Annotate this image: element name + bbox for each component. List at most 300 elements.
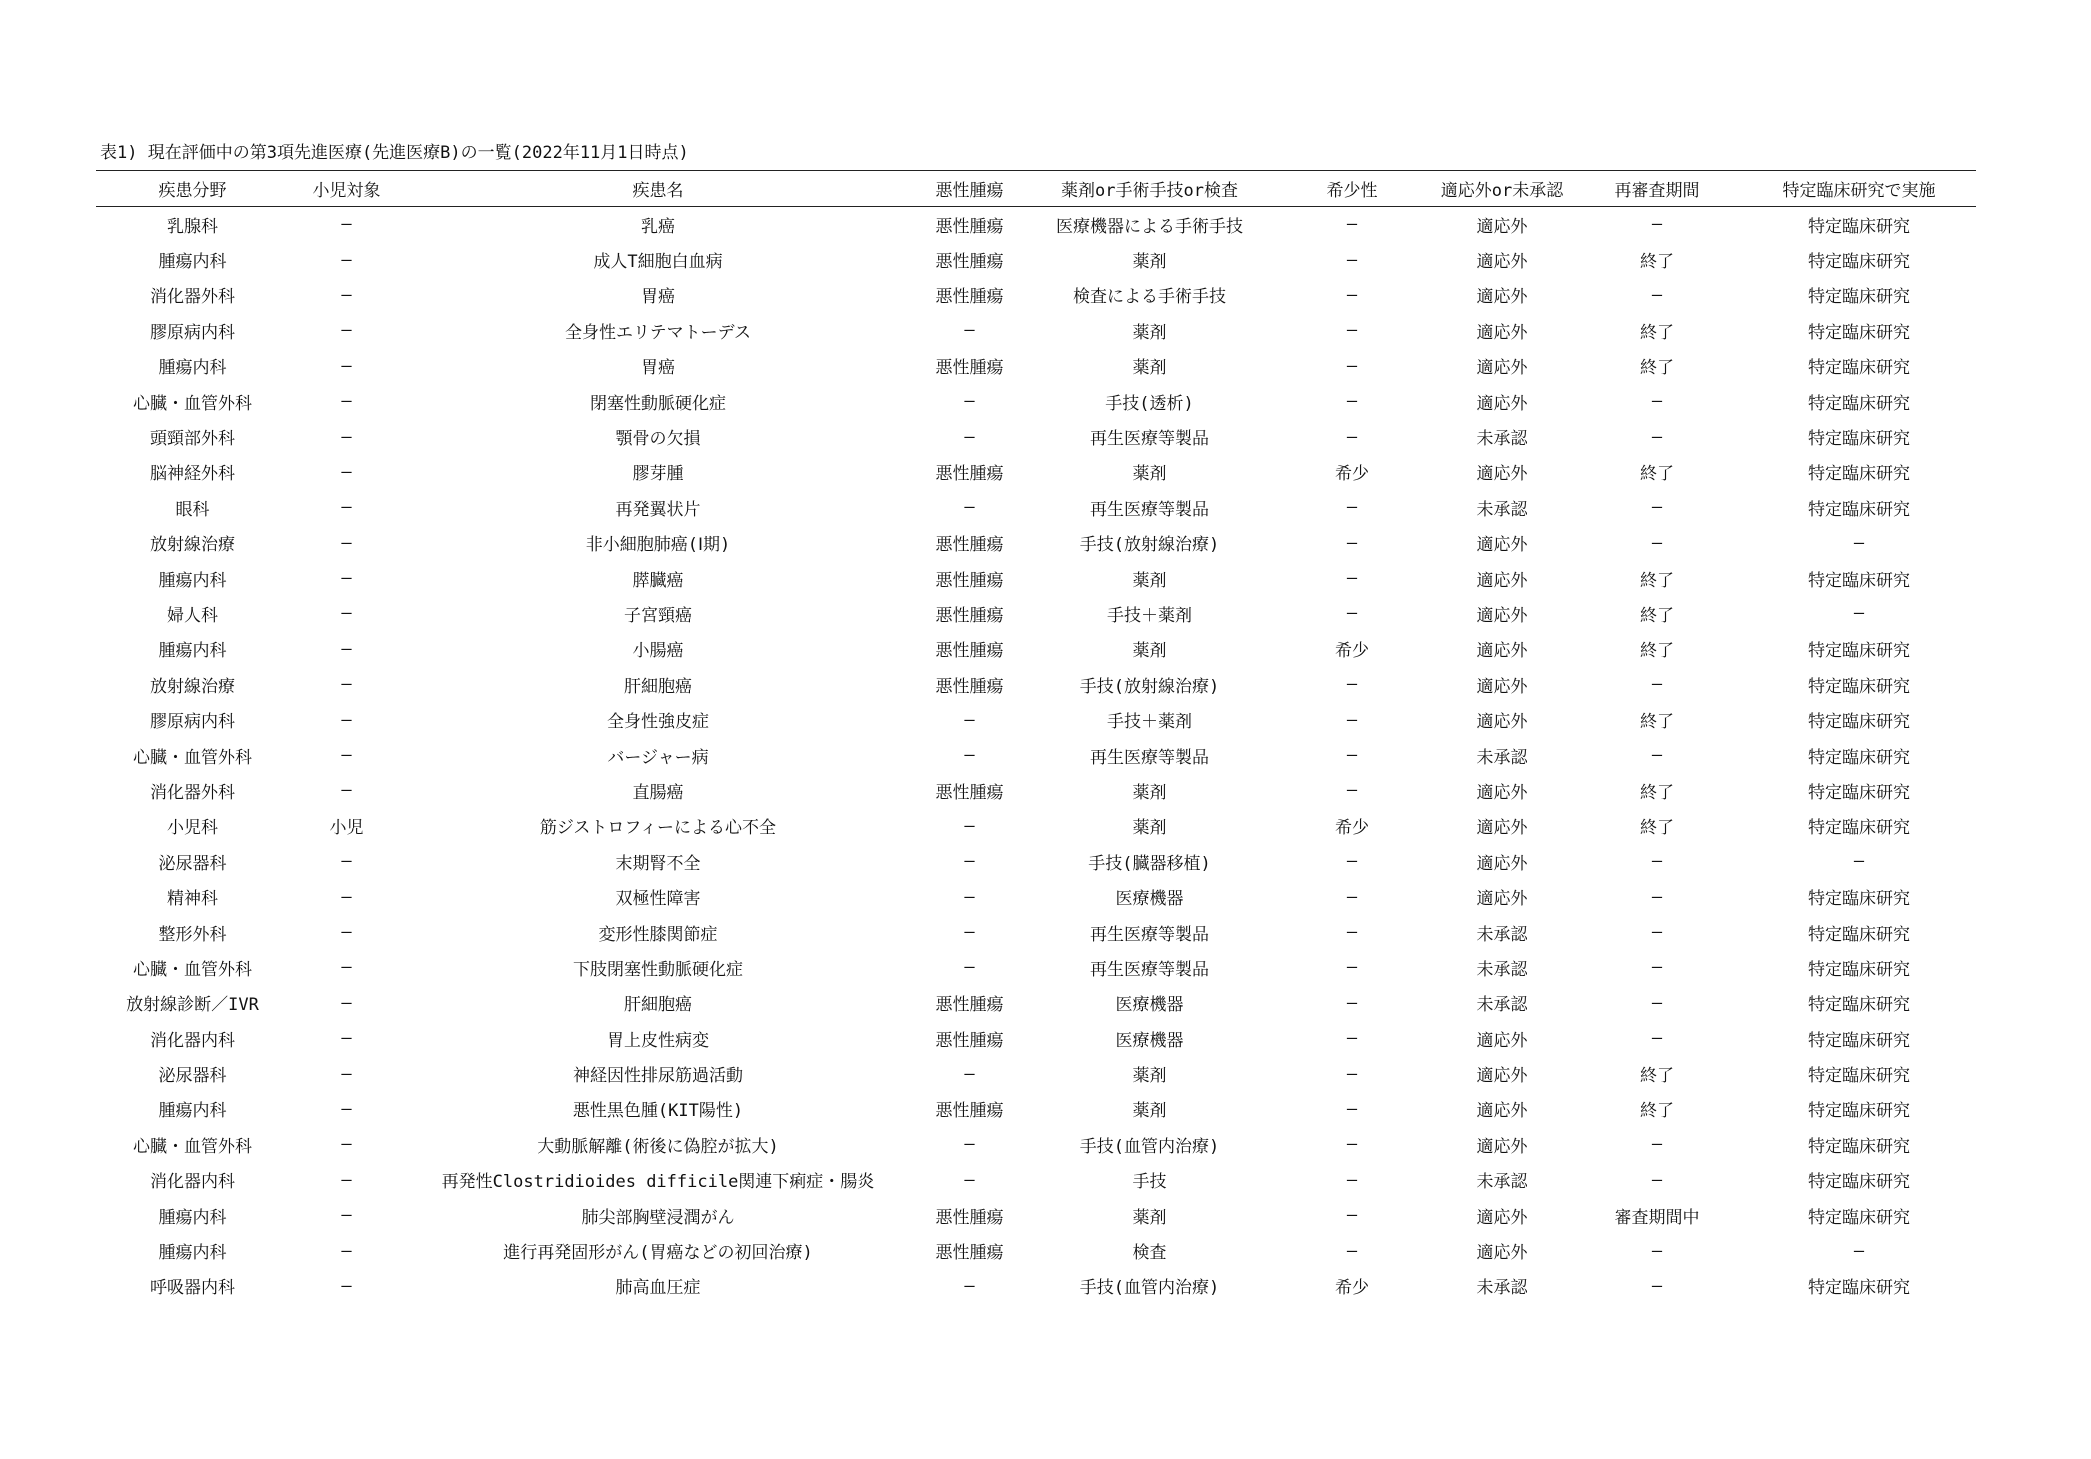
cell-malignant: — — [964, 709, 975, 730]
cell-approval: 適応外 — [1476, 1030, 1528, 1051]
cell-rarity: 希少 — [1335, 641, 1369, 662]
cell-approval: 適応外 — [1476, 712, 1528, 733]
cell-method: 再生医療等製品 — [1090, 429, 1209, 450]
header-row — [96, 171, 1976, 207]
cell-reexamination: — — [1651, 426, 1663, 447]
cell-specified-clinical: 特定臨床研究 — [1808, 1030, 1910, 1051]
cell-specified-clinical: — — [1853, 532, 1865, 553]
cell-disease-name: 再発性Clostridioides difficile関連下痢症・腸炎 — [441, 1172, 875, 1193]
table-row — [96, 560, 1976, 595]
cell-disease-name: 胃癌 — [641, 287, 675, 308]
cell-method: 薬剤 — [1132, 641, 1167, 662]
cell-disease-name: 全身性強皮症 — [607, 712, 709, 733]
cell-disease-name: 変形性膝関節症 — [598, 924, 718, 945]
cell-specified-clinical: 特定臨床研究 — [1808, 252, 1910, 273]
cell-method: 手技(臓器移植) — [1088, 853, 1211, 874]
cell-approval: 適応外 — [1476, 1243, 1528, 1264]
cell-reexamination: 終了 — [1640, 570, 1674, 591]
cell-disease-name: 肺尖部胸壁浸潤がん — [581, 1207, 735, 1228]
cell-pediatric: — — [341, 391, 352, 412]
cell-disease-field: 消化器外科 — [150, 287, 235, 308]
cell-specified-clinical: 特定臨床研究 — [1808, 712, 1910, 733]
cell-disease-name: 胃上皮性病変 — [607, 1030, 709, 1051]
cell-reexamination: 終了 — [1640, 641, 1674, 662]
table-row — [96, 1127, 1976, 1162]
cell-method: 検査による手術手技 — [1073, 287, 1226, 308]
table-row — [96, 1162, 1976, 1197]
cell-specified-clinical: 特定臨床研究 — [1808, 747, 1910, 768]
cell-method: 薬剤 — [1132, 782, 1167, 803]
table-row — [96, 1091, 1976, 1126]
cell-disease-field: 脳神経外科 — [150, 464, 235, 485]
cell-approval: 適応外 — [1476, 782, 1528, 803]
cell-rarity: — — [1346, 284, 1358, 305]
cell-specified-clinical: 特定臨床研究 — [1808, 393, 1910, 414]
cell-rarity: — — [1346, 957, 1358, 978]
cell-disease-name: バージャー病 — [607, 747, 709, 768]
cell-specified-clinical: 特定臨床研究 — [1808, 358, 1910, 379]
cell-disease-name: 進行再発固形がん(胃癌などの初回治療) — [503, 1243, 813, 1264]
cell-rarity: — — [1346, 674, 1358, 695]
cell-specified-clinical: 特定臨床研究 — [1808, 499, 1910, 520]
cell-pediatric: — — [341, 603, 352, 624]
cell-approval: 適応外 — [1476, 676, 1528, 697]
cell-rarity: — — [1346, 1063, 1358, 1084]
column-header-method: 薬剤or手術手技or検査 — [1027, 171, 1272, 207]
cell-rarity: 希少 — [1335, 818, 1369, 839]
cell-malignant: 悪性腫瘍 — [935, 287, 1004, 308]
cell-disease-name: 乳癌 — [641, 216, 675, 237]
cell-specified-clinical: 特定臨床研究 — [1808, 216, 1910, 237]
table-row — [96, 207, 1976, 242]
cell-disease-field: 婦人科 — [167, 605, 218, 626]
cell-disease-field: 心臓・血管外科 — [133, 959, 252, 980]
cell-disease-field: 腫瘍内科 — [158, 641, 227, 662]
cell-pediatric: — — [341, 320, 352, 341]
cell-method: 薬剤 — [1132, 570, 1167, 591]
cell-approval: 適応外 — [1476, 535, 1528, 556]
cell-disease-field: 腫瘍内科 — [158, 1243, 227, 1264]
cell-approval: 未承認 — [1476, 924, 1528, 945]
cell-approval: 適応外 — [1476, 605, 1528, 626]
cell-rarity: — — [1346, 603, 1358, 624]
cell-specified-clinical: 特定臨床研究 — [1808, 959, 1910, 980]
cell-reexamination: — — [1651, 214, 1663, 235]
cell-specified-clinical: 特定臨床研究 — [1808, 1172, 1910, 1193]
cell-disease-field: 腫瘍内科 — [158, 1207, 227, 1228]
cell-specified-clinical: 特定臨床研究 — [1808, 818, 1910, 839]
cell-rarity: — — [1346, 214, 1358, 235]
cell-malignant: 悪性腫瘍 — [935, 464, 1004, 485]
cell-approval: 適応外 — [1476, 393, 1528, 414]
cell-disease-field: 放射線診断／IVR — [126, 995, 259, 1016]
cell-approval: 適応外 — [1476, 641, 1528, 662]
cell-malignant: 悪性腫瘍 — [935, 216, 1004, 237]
cell-rarity: — — [1346, 886, 1358, 907]
cell-specified-clinical: 特定臨床研究 — [1808, 995, 1910, 1016]
column-header-reexamination: 再審査期間 — [1572, 171, 1742, 207]
cell-disease-field: 消化器内科 — [150, 1172, 235, 1193]
cell-malignant: — — [964, 922, 975, 942]
cell-malignant: — — [964, 957, 975, 978]
cell-specified-clinical: 特定臨床研究 — [1808, 1278, 1910, 1299]
table-row — [96, 914, 1976, 949]
cell-malignant: — — [964, 497, 975, 518]
cell-reexamination: — — [1651, 922, 1663, 942]
cell-reexamination: — — [1651, 674, 1663, 695]
cell-specified-clinical: 特定臨床研究 — [1808, 1136, 1910, 1157]
cell-rarity: — — [1346, 1205, 1358, 1226]
cell-specified-clinical: 特定臨床研究 — [1808, 782, 1910, 803]
cell-method: 手技(透析) — [1105, 393, 1194, 414]
cell-method: 薬剤 — [1132, 1207, 1167, 1228]
cell-specified-clinical: 特定臨床研究 — [1808, 1066, 1910, 1087]
cell-malignant: — — [964, 815, 975, 836]
cell-rarity: — — [1346, 992, 1358, 1013]
cell-specified-clinical: 特定臨床研究 — [1808, 1101, 1910, 1122]
cell-malignant: — — [964, 320, 975, 341]
cell-malignant: 悪性腫瘍 — [935, 358, 1004, 379]
cell-pediatric: — — [341, 638, 352, 659]
cell-method: 再生医療等製品 — [1090, 499, 1209, 520]
cell-reexamination: — — [1651, 957, 1663, 978]
cell-pediatric: — — [341, 214, 352, 235]
column-header-pediatric: 小児対象 — [289, 171, 404, 207]
cell-method: 薬剤 — [1132, 1066, 1167, 1087]
cell-malignant: 悪性腫瘍 — [935, 1101, 1004, 1122]
cell-approval: 未承認 — [1476, 747, 1528, 768]
cell-disease-field: 心臓・血管外科 — [133, 747, 252, 768]
cell-disease-name: 末期腎不全 — [615, 853, 701, 874]
cell-disease-field: 腫瘍内科 — [158, 570, 227, 591]
cell-specified-clinical: 特定臨床研究 — [1808, 889, 1910, 910]
cell-approval: 未承認 — [1476, 995, 1528, 1016]
cell-disease-name: 肝細胞癌 — [624, 995, 692, 1016]
table-row — [96, 1020, 1976, 1055]
cell-pediatric: 小児 — [329, 818, 364, 839]
cell-pediatric: — — [341, 1098, 352, 1119]
cell-disease-name: 閉塞性動脈硬化症 — [590, 393, 726, 414]
cell-specified-clinical: — — [1853, 1240, 1865, 1261]
cell-approval: 未承認 — [1476, 429, 1528, 450]
cell-rarity: — — [1346, 780, 1358, 801]
cell-reexamination: — — [1651, 745, 1663, 766]
cell-pediatric: — — [341, 426, 352, 447]
cell-rarity: — — [1346, 568, 1358, 589]
cell-pediatric: — — [341, 497, 352, 518]
cell-disease-field: 頭頸部外科 — [150, 429, 235, 450]
cell-specified-clinical: 特定臨床研究 — [1808, 641, 1910, 662]
cell-pediatric: — — [341, 851, 352, 872]
cell-pediatric: — — [341, 249, 352, 270]
cell-disease-name: 下肢閉塞性動脈硬化症 — [573, 959, 743, 980]
cell-pediatric: — — [341, 709, 352, 730]
table-row — [96, 348, 1976, 383]
table-caption: 表1) 現在評価中の第3項先進医療(先進医療B)の一覧(2022年11月1日時点) — [100, 143, 689, 163]
cell-malignant: 悪性腫瘍 — [935, 570, 1004, 591]
cell-approval: 未承認 — [1476, 1172, 1528, 1193]
table-row — [96, 1233, 1976, 1268]
table-row — [96, 1268, 1976, 1303]
cell-method: 手技(放射線治療) — [1079, 676, 1220, 697]
cell-rarity: — — [1346, 1028, 1358, 1049]
cell-approval: 適応外 — [1476, 464, 1528, 485]
cell-malignant: 悪性腫瘍 — [935, 1207, 1004, 1228]
cell-specified-clinical: 特定臨床研究 — [1808, 464, 1910, 485]
cell-pediatric: — — [341, 1134, 352, 1155]
cell-approval: 適応外 — [1476, 818, 1528, 839]
cell-disease-field: 眼科 — [175, 499, 210, 520]
cell-pediatric: — — [341, 461, 352, 482]
cell-specified-clinical: 特定臨床研究 — [1808, 1207, 1910, 1228]
table-row — [96, 596, 1976, 631]
cell-method: 薬剤 — [1132, 252, 1167, 273]
cell-approval: 適応外 — [1476, 216, 1528, 237]
cell-disease-name: 神経因性排尿筋過活動 — [573, 1066, 743, 1087]
cell-disease-name: 悪性黒色腫(KIT陽性) — [572, 1101, 744, 1122]
cell-approval: 適応外 — [1476, 889, 1528, 910]
table-row — [96, 844, 1976, 879]
cell-pediatric: — — [341, 957, 352, 978]
cell-rarity: 希少 — [1335, 1278, 1369, 1299]
cell-approval: 適応外 — [1476, 287, 1528, 308]
table-row — [96, 1056, 1976, 1091]
cell-disease-field: 整形外科 — [158, 924, 227, 945]
cell-specified-clinical: 特定臨床研究 — [1808, 924, 1910, 945]
cell-pediatric: — — [341, 992, 352, 1013]
cell-rarity: — — [1346, 709, 1358, 730]
cell-reexamination: — — [1651, 497, 1663, 518]
table-row — [96, 631, 1976, 666]
cell-reexamination: 終了 — [1640, 1101, 1674, 1122]
cell-disease-field: 呼吸器内科 — [150, 1278, 235, 1299]
cell-reexamination: 終了 — [1640, 605, 1674, 626]
cell-approval: 適応外 — [1476, 252, 1528, 273]
cell-malignant: — — [964, 886, 975, 907]
cell-disease-name: 膵臓癌 — [632, 570, 684, 591]
cell-method: 手技(放射線治療) — [1079, 535, 1220, 556]
column-header-specified-clinical: 特定臨床研究で実施 — [1742, 171, 1976, 207]
cell-pediatric: — — [341, 674, 352, 695]
cell-pediatric: — — [341, 532, 352, 553]
cell-rarity: — — [1346, 391, 1358, 412]
cell-malignant: — — [964, 745, 975, 766]
cell-disease-name: 肝細胞癌 — [624, 676, 692, 697]
cell-reexamination: — — [1651, 532, 1663, 553]
cell-disease-field: 腫瘍内科 — [158, 1101, 227, 1122]
cell-disease-name: 子宮頸癌 — [624, 605, 692, 626]
cell-rarity: — — [1346, 426, 1358, 447]
cell-method: 薬剤 — [1132, 1101, 1167, 1122]
cell-malignant: — — [964, 1063, 975, 1084]
cell-reexamination: 終了 — [1640, 818, 1674, 839]
cell-rarity: — — [1346, 745, 1358, 766]
cell-method: 医療機器 — [1115, 995, 1184, 1016]
table-row — [96, 879, 1976, 914]
cell-reexamination: — — [1651, 1240, 1663, 1261]
cell-disease-name: 直腸癌 — [632, 782, 684, 803]
cell-malignant: — — [964, 1169, 975, 1190]
cell-reexamination: — — [1651, 886, 1663, 907]
cell-approval: 適応外 — [1476, 570, 1528, 591]
cell-method: 医療機器 — [1115, 889, 1184, 910]
cell-malignant: 悪性腫瘍 — [935, 641, 1004, 662]
cell-malignant: — — [964, 851, 975, 872]
cell-specified-clinical: — — [1853, 851, 1865, 872]
cell-disease-field: 乳腺科 — [167, 216, 218, 237]
cell-method: 手技＋薬剤 — [1107, 605, 1192, 626]
cell-method: 薬剤 — [1132, 464, 1167, 485]
cell-malignant: 悪性腫瘍 — [935, 1030, 1004, 1051]
cell-pediatric: — — [341, 780, 352, 801]
cell-rarity: — — [1346, 851, 1358, 872]
cell-rarity: — — [1346, 249, 1358, 270]
cell-rarity: — — [1346, 1098, 1358, 1119]
table-row — [96, 667, 1976, 702]
column-header-rarity: 希少性 — [1272, 171, 1432, 207]
cell-method: 検査 — [1132, 1243, 1167, 1264]
cell-method: 医療機器による手術手技 — [1056, 216, 1243, 237]
cell-disease-name: 筋ジストロフィーによる心不全 — [539, 818, 777, 839]
cell-pediatric: — — [341, 1205, 352, 1226]
cell-disease-field: 泌尿器科 — [158, 1066, 227, 1087]
table-row — [96, 985, 1976, 1020]
table-row — [96, 383, 1976, 418]
cell-rarity: — — [1346, 1240, 1358, 1261]
cell-method: 薬剤 — [1132, 818, 1167, 839]
table-row — [96, 313, 1976, 348]
table-row — [96, 419, 1976, 454]
advanced-medical-care-table — [96, 170, 1976, 1304]
cell-rarity: — — [1346, 1169, 1358, 1190]
cell-method: 再生医療等製品 — [1090, 959, 1209, 980]
table-row — [96, 1197, 1976, 1232]
cell-rarity: — — [1346, 320, 1358, 341]
cell-rarity: — — [1346, 1134, 1358, 1155]
cell-method: 再生医療等製品 — [1090, 747, 1209, 768]
cell-pediatric: — — [341, 1063, 352, 1084]
cell-reexamination: 終了 — [1640, 322, 1674, 343]
table-row — [96, 454, 1976, 489]
table-row — [96, 242, 1976, 277]
cell-disease-name: 肺高血圧症 — [615, 1278, 701, 1299]
table-row — [96, 702, 1976, 737]
cell-disease-name: 成人T細胞白血病 — [593, 252, 723, 273]
column-header-disease-name: 疾患名 — [404, 171, 912, 207]
table-row — [96, 808, 1976, 843]
cell-disease-field: 心臓・血管外科 — [133, 393, 252, 414]
cell-disease-field: 腫瘍内科 — [158, 252, 227, 273]
cell-disease-field: 小児科 — [167, 818, 218, 839]
cell-pediatric: — — [341, 284, 352, 305]
cell-rarity: — — [1346, 497, 1358, 518]
cell-approval: 適応外 — [1476, 1136, 1528, 1157]
cell-disease-field: 精神科 — [167, 889, 218, 910]
cell-disease-name: 非小細胞肺癌(Ⅰ期) — [585, 535, 731, 556]
cell-disease-field: 放射線治療 — [150, 535, 235, 556]
cell-reexamination: — — [1651, 391, 1663, 412]
cell-reexamination: 終了 — [1640, 358, 1674, 379]
cell-reexamination: 終了 — [1640, 1066, 1674, 1087]
table-body — [96, 207, 1976, 1304]
cell-reexamination: 終了 — [1640, 712, 1674, 733]
cell-approval: 適応外 — [1476, 1066, 1528, 1087]
cell-disease-name: 小腸癌 — [632, 641, 684, 662]
cell-method: 手技(血管内治療) — [1079, 1136, 1220, 1157]
cell-pediatric: — — [341, 1169, 352, 1190]
cell-reexamination: — — [1651, 1275, 1663, 1296]
cell-disease-name: 双極性障害 — [615, 889, 701, 910]
table-row — [96, 773, 1976, 808]
cell-disease-name: 膠芽腫 — [632, 464, 684, 485]
cell-reexamination: 審査期間中 — [1614, 1207, 1700, 1228]
cell-malignant: 悪性腫瘍 — [935, 995, 1004, 1016]
cell-disease-name: 顎骨の欠損 — [615, 429, 701, 450]
cell-reexamination: — — [1651, 1028, 1663, 1049]
cell-approval: 適応外 — [1476, 1207, 1528, 1228]
cell-disease-name: 胃癌 — [641, 358, 675, 379]
cell-approval: 未承認 — [1476, 499, 1528, 520]
cell-malignant: 悪性腫瘍 — [935, 782, 1004, 803]
cell-disease-field: 膠原病内科 — [150, 712, 235, 733]
cell-reexamination: — — [1651, 851, 1663, 872]
table-row — [96, 490, 1976, 525]
table-row — [96, 525, 1976, 560]
cell-method: 手技＋薬剤 — [1107, 712, 1192, 733]
cell-disease-name: 大動脈解離(術後に偽腔が拡大) — [537, 1136, 779, 1157]
cell-reexamination: — — [1651, 1169, 1663, 1190]
cell-approval: 未承認 — [1476, 1278, 1528, 1299]
cell-disease-field: 消化器外科 — [150, 782, 235, 803]
cell-reexamination: — — [1651, 284, 1663, 305]
table-row — [96, 950, 1976, 985]
column-header-disease-field: 疾患分野 — [96, 171, 289, 207]
cell-disease-field: 心臓・血管外科 — [133, 1136, 252, 1157]
cell-malignant: — — [964, 1275, 975, 1296]
cell-rarity: — — [1346, 532, 1358, 553]
cell-malignant: — — [964, 426, 975, 447]
cell-disease-name: 全身性エリテマトーデス — [565, 322, 751, 343]
cell-malignant: — — [964, 391, 975, 412]
cell-malignant: 悪性腫瘍 — [935, 535, 1004, 556]
cell-specified-clinical: 特定臨床研究 — [1808, 570, 1910, 591]
cell-disease-field: 放射線治療 — [150, 676, 235, 697]
cell-approval: 未承認 — [1476, 959, 1528, 980]
cell-method: 薬剤 — [1132, 358, 1167, 379]
cell-specified-clinical: 特定臨床研究 — [1808, 676, 1910, 697]
cell-specified-clinical: — — [1853, 603, 1865, 624]
cell-reexamination: 終了 — [1640, 782, 1674, 803]
cell-pediatric: — — [341, 1275, 352, 1296]
cell-rarity: 希少 — [1335, 464, 1369, 485]
cell-rarity: — — [1346, 922, 1358, 942]
table-row — [96, 737, 1976, 772]
cell-pediatric: — — [341, 922, 352, 942]
cell-disease-field: 膠原病内科 — [150, 322, 235, 343]
cell-malignant: 悪性腫瘍 — [935, 676, 1004, 697]
cell-malignant: 悪性腫瘍 — [935, 605, 1004, 626]
cell-method: 手技(血管内治療) — [1079, 1278, 1220, 1299]
cell-method: 医療機器 — [1115, 1030, 1184, 1051]
cell-rarity: — — [1346, 355, 1358, 376]
cell-pediatric: — — [341, 1240, 352, 1261]
cell-approval: 適応外 — [1476, 322, 1528, 343]
cell-specified-clinical: 特定臨床研究 — [1808, 429, 1910, 450]
cell-disease-field: 消化器内科 — [150, 1030, 235, 1051]
cell-disease-field: 腫瘍内科 — [158, 358, 227, 379]
cell-approval: 適応外 — [1476, 1101, 1528, 1122]
cell-pediatric: — — [341, 568, 352, 589]
